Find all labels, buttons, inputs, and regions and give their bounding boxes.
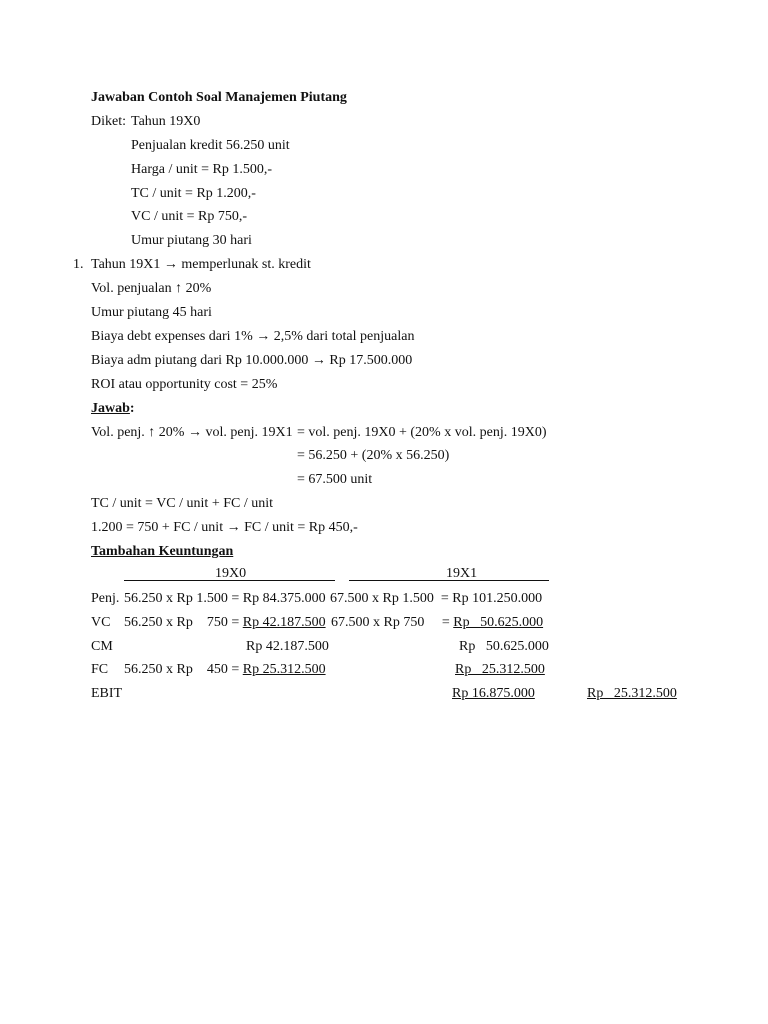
fc-formula: 1.200 = 750 + FC / unit → FC / unit = Rp 450,-: [91, 520, 358, 535]
vc-19x1-value: Rp 50.625.000: [453, 615, 544, 630]
jawab-colon: :: [129, 401, 135, 416]
vol-left: Vol. penj. ↑ 20% → vol. penj. 19X1: [91, 425, 293, 440]
diket-item: VC / unit = Rp 750,-: [131, 209, 248, 224]
diket-item: TC / unit = Rp 1.200,-: [131, 186, 256, 201]
ebit-19x0: Rp 16.875.000: [452, 686, 535, 701]
vc-19x0-value: Rp 42.187.500: [242, 615, 326, 630]
question-line: Biaya adm piutang dari Rp 10.000.000 → Rp 17.500.000: [91, 353, 413, 368]
question-line: Tahun 19X1 → memperlunak st. kredit: [91, 257, 311, 272]
row-label-cm: CM: [91, 639, 113, 654]
fc-19x0-value: Rp 25.312.500: [242, 662, 326, 677]
jawab-heading: Jawab: [91, 401, 130, 416]
fc-19x1: Rp 25.312.500: [455, 662, 545, 677]
vc-19x0-calc: 56.250 x Rp 750 =: [124, 615, 243, 630]
question-line: Vol. penjualan ↑ 20%: [91, 281, 212, 296]
diket-item: Umur piutang 30 hari: [131, 233, 252, 248]
vc-19x1-calc: 67.500 x Rp 750 =: [331, 615, 454, 630]
vol-eq: = 56.250 + (20% x 56.250): [297, 448, 450, 463]
question-line: ROI atau opportunity cost = 25%: [91, 377, 278, 392]
row-label-ebit: EBIT: [91, 686, 123, 701]
row-label-fc: FC: [91, 662, 109, 677]
diket-item: Harga / unit = Rp 1.500,-: [131, 162, 273, 177]
keuntungan-heading: Tambahan Keuntungan: [91, 544, 234, 559]
page-title: Jawaban Contoh Soal Manajemen Piutang: [91, 90, 347, 105]
col-header-rule-19x0: [124, 580, 335, 581]
diket-item: Tahun 19X0: [131, 114, 201, 129]
question-line: Biaya debt expenses dari 1% → 2,5% dari total penjualan: [91, 329, 415, 344]
col-header-19x1: 19X1: [446, 566, 478, 581]
vc-19x0: [124, 615, 326, 631]
vol-eq: = vol. penj. 19X0 + (20% x vol. penj. 19X0): [297, 425, 547, 440]
cm-19x1: Rp 50.625.000: [459, 639, 549, 654]
col-header-19x0: 19X0: [215, 566, 247, 581]
row-label-penj: Penj.: [91, 591, 120, 606]
row-label-vc: VC: [91, 615, 111, 630]
diket-label: Diket:: [91, 114, 126, 129]
col-header-rule-19x1: [349, 580, 549, 581]
diket-item: Penjualan kredit 56.250 unit: [131, 138, 290, 153]
penj-19x1: 67.500 x Rp 1.500 = Rp 101.250.000: [330, 591, 543, 606]
ebit-19x1: Rp 25.312.500: [587, 686, 677, 701]
jawab-heading-row: [91, 401, 135, 417]
penj-19x0: 56.250 x Rp 1.500 = Rp 84.375.000: [124, 591, 326, 606]
tc-formula: TC / unit = VC / unit + FC / unit: [91, 496, 274, 511]
fc-19x0: [124, 662, 326, 678]
question-line: Umur piutang 45 hari: [91, 305, 212, 320]
fc-19x0-calc: 56.250 x Rp 450 =: [124, 662, 243, 677]
question-number: 1.: [73, 257, 84, 272]
vc-19x1: [331, 615, 543, 631]
cm-19x0: Rp 42.187.500: [246, 639, 329, 654]
vol-eq: = 67.500 unit: [297, 472, 373, 487]
